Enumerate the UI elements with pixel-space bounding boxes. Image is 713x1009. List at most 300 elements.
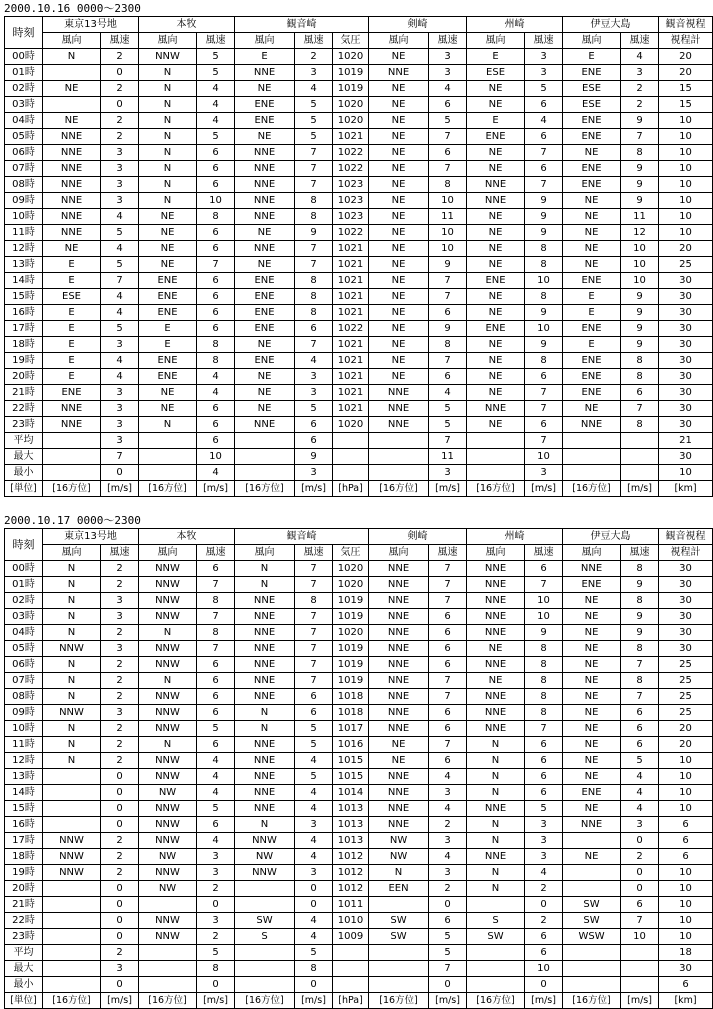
table-cell: 3 (525, 49, 563, 65)
table-cell: 10 (525, 449, 563, 465)
header-field: 風速 (621, 545, 659, 561)
table-cell: 6 (429, 369, 467, 385)
table-cell: NNW (139, 641, 197, 657)
table-row (5, 161, 713, 177)
table-cell: 10 (525, 961, 563, 977)
table-cell (563, 465, 621, 481)
header-field: 風向 (139, 33, 197, 49)
table-cell (235, 977, 295, 993)
table-cell: ENE (235, 353, 295, 369)
table-cell (333, 449, 369, 465)
table-cell: 7 (525, 177, 563, 193)
table-cell: NE (563, 689, 621, 705)
table-cell: 8 (525, 657, 563, 673)
header-row-fields (5, 545, 713, 561)
table-cell: 7 (295, 641, 333, 657)
table-cell: NNE (467, 849, 525, 865)
header-field: 風速 (429, 33, 467, 49)
table-cell: N (43, 593, 101, 609)
unit-cell: [16方位] (467, 993, 525, 1009)
table-cell: 3 (429, 465, 467, 481)
table-cell: 6 (429, 625, 467, 641)
stats-row (5, 961, 713, 977)
table-row (5, 401, 713, 417)
table-cell: 3 (525, 833, 563, 849)
table-cell: 0 (101, 913, 139, 929)
table-cell: 0 (197, 977, 235, 993)
table-cell: N (43, 625, 101, 641)
table-cell: 9 (525, 305, 563, 321)
row-label: 19時 (5, 353, 43, 369)
unit-cell: [km] (659, 993, 713, 1009)
table-row (5, 193, 713, 209)
table-cell: 7 (101, 449, 139, 465)
table-cell: 7 (429, 561, 467, 577)
table-cell: 6 (525, 769, 563, 785)
table-cell: SW (467, 929, 525, 945)
table-cell: 6 (197, 289, 235, 305)
table-cell: NE (563, 753, 621, 769)
row-label: 21時 (5, 385, 43, 401)
table-row (5, 721, 713, 737)
table-cell: NNE (235, 657, 295, 673)
table-row (5, 929, 713, 945)
table-cell: NE (235, 257, 295, 273)
table-cell: NE (139, 401, 197, 417)
table-cell: NNW (139, 49, 197, 65)
table-cell: 1023 (333, 193, 369, 209)
row-label: 23時 (5, 929, 43, 945)
table-cell (43, 977, 101, 993)
table-cell: N (139, 129, 197, 145)
table-cell: 1021 (333, 129, 369, 145)
table-cell: 6 (429, 753, 467, 769)
table-row (5, 561, 713, 577)
table-cell: 8 (295, 193, 333, 209)
row-label: 03時 (5, 609, 43, 625)
table-row (5, 225, 713, 241)
header-station: 剣崎 (369, 529, 467, 545)
row-label: 16時 (5, 817, 43, 833)
table-cell: 3 (101, 145, 139, 161)
table-cell: 5 (429, 945, 467, 961)
table-cell: 8 (197, 353, 235, 369)
table-row (5, 657, 713, 673)
table-cell: 8 (621, 145, 659, 161)
table-cell: 6 (525, 417, 563, 433)
table-row (5, 881, 713, 897)
table-cell: 10 (429, 193, 467, 209)
table-cell: 2 (621, 849, 659, 865)
row-label: 20時 (5, 881, 43, 897)
header-row-stations (5, 17, 713, 33)
table-cell: 1020 (333, 113, 369, 129)
table-row (5, 833, 713, 849)
table-cell: NNE (43, 177, 101, 193)
unit-cell: [m/s] (101, 993, 139, 1009)
header-station: 本牧 (139, 17, 235, 33)
table-cell: 1020 (333, 417, 369, 433)
table-cell: 1023 (333, 209, 369, 225)
table-cell: 10 (659, 145, 713, 161)
unit-cell: [16方位] (43, 481, 101, 497)
header-field: 風速 (295, 33, 333, 49)
table-cell: 4 (101, 209, 139, 225)
table-cell: 7 (525, 721, 563, 737)
table-cell: NNW (139, 929, 197, 945)
table-cell (43, 897, 101, 913)
table-cell (467, 449, 525, 465)
table-cell: 10 (659, 193, 713, 209)
table-cell: NNE (369, 417, 429, 433)
table-cell: 10 (659, 897, 713, 913)
table-body (5, 49, 713, 497)
table-row (5, 625, 713, 641)
table-cell (43, 801, 101, 817)
table-cell: 7 (429, 689, 467, 705)
table-cell: NNE (467, 705, 525, 721)
table-cell: N (467, 737, 525, 753)
table-cell: 7 (429, 161, 467, 177)
table-cell: NNE (235, 161, 295, 177)
table-cell: 8 (429, 337, 467, 353)
table-cell (621, 945, 659, 961)
table-cell: 7 (525, 401, 563, 417)
table-cell: NE (369, 241, 429, 257)
table-cell: 1021 (333, 369, 369, 385)
table-cell: 10 (429, 241, 467, 257)
table-cell: 30 (659, 625, 713, 641)
table-cell: 7 (525, 577, 563, 593)
table-cell: NE (369, 193, 429, 209)
header-field: 風向 (139, 545, 197, 561)
table-cell: 1020 (333, 97, 369, 113)
table-cell: S (235, 929, 295, 945)
table-cell (43, 97, 101, 113)
table-cell: 7 (295, 337, 333, 353)
table-cell: N (139, 113, 197, 129)
table-cell (139, 465, 197, 481)
table-cell: EEN (369, 881, 429, 897)
block-caption: 2000.10.17 0000～2300 (4, 514, 141, 527)
table-cell: NE (467, 209, 525, 225)
table-cell: 7 (429, 961, 467, 977)
table-cell: 6 (197, 689, 235, 705)
table-cell: 8 (429, 177, 467, 193)
table-cell: 6 (525, 753, 563, 769)
table-cell: 10 (659, 881, 713, 897)
unit-cell: [m/s] (197, 993, 235, 1009)
table-cell: 10 (525, 593, 563, 609)
table-cell: 11 (429, 449, 467, 465)
table-cell: NE (369, 177, 429, 193)
table-cell: N (139, 145, 197, 161)
table-cell: NE (467, 81, 525, 97)
table-cell: 6 (197, 561, 235, 577)
table-cell: 8 (525, 289, 563, 305)
table-cell: 8 (621, 593, 659, 609)
table-cell: 6 (429, 97, 467, 113)
table-cell: 10 (659, 177, 713, 193)
table-cell: 4 (429, 801, 467, 817)
row-label: 最小 (5, 465, 43, 481)
table-cell: 8 (621, 561, 659, 577)
table-cell: NNE (43, 145, 101, 161)
table-cell: N (139, 673, 197, 689)
header-field: 風向 (563, 33, 621, 49)
table-cell: NNW (139, 689, 197, 705)
table-cell: NNE (369, 609, 429, 625)
table-cell: E (43, 353, 101, 369)
table-cell: S (467, 913, 525, 929)
table-cell: 8 (621, 673, 659, 689)
header-field: 気圧 (333, 33, 369, 49)
table-cell: 1013 (333, 833, 369, 849)
table-cell: 7 (101, 273, 139, 289)
table-cell: 8 (295, 305, 333, 321)
table-cell: 9 (621, 337, 659, 353)
table-cell: N (235, 705, 295, 721)
table-cell: 6 (525, 929, 563, 945)
table-cell: N (43, 609, 101, 625)
table-cell: 0 (197, 897, 235, 913)
table-cell: 4 (101, 305, 139, 321)
table-cell: NE (563, 801, 621, 817)
table-cell: NNW (235, 833, 295, 849)
table-cell: 2 (101, 833, 139, 849)
table-cell (235, 961, 295, 977)
table-cell: 8 (525, 257, 563, 273)
table-cell: 4 (197, 833, 235, 849)
table-cell: 1020 (333, 49, 369, 65)
table-cell: 9 (525, 193, 563, 209)
table-cell: NE (563, 625, 621, 641)
table-cell: 3 (101, 161, 139, 177)
table-cell: 2 (101, 849, 139, 865)
table-cell: NE (369, 97, 429, 113)
table-cell: 2 (621, 97, 659, 113)
table-cell: 3 (525, 849, 563, 865)
table-row (5, 177, 713, 193)
table-cell: NE (467, 241, 525, 257)
table-cell: 6 (621, 721, 659, 737)
table-cell: NNE (563, 417, 621, 433)
table-cell: 7 (621, 401, 659, 417)
table-cell: 15 (659, 97, 713, 113)
table-cell: 6 (525, 129, 563, 145)
table-cell: NE (563, 593, 621, 609)
table-cell: 1021 (333, 401, 369, 417)
table-row (5, 321, 713, 337)
table-cell (621, 449, 659, 465)
row-label: 00時 (5, 561, 43, 577)
table-cell (235, 433, 295, 449)
table-cell: NE (369, 289, 429, 305)
table-cell: 1019 (333, 657, 369, 673)
table-cell: ENE (139, 273, 197, 289)
table-cell: SW (369, 929, 429, 945)
table-cell: 6 (621, 737, 659, 753)
table-cell (467, 465, 525, 481)
table-cell: 6 (621, 385, 659, 401)
table-cell (563, 449, 621, 465)
table-cell: NNE (467, 561, 525, 577)
table-cell: 4 (429, 849, 467, 865)
table-cell: NNE (235, 65, 295, 81)
table-cell: 3 (101, 705, 139, 721)
header-row-stations (5, 529, 713, 545)
table-cell: NNE (235, 769, 295, 785)
table-cell: NE (467, 385, 525, 401)
table-cell: 3 (429, 865, 467, 881)
table-cell (563, 881, 621, 897)
table-cell: 8 (197, 593, 235, 609)
table-cell: ENE (139, 369, 197, 385)
table-cell: N (43, 561, 101, 577)
table-cell: 21 (659, 433, 713, 449)
table-cell: 1019 (333, 641, 369, 657)
table-cell: 10 (659, 913, 713, 929)
table-cell: NE (563, 657, 621, 673)
table-cell: NE (563, 769, 621, 785)
table-cell (467, 961, 525, 977)
table-row (5, 353, 713, 369)
table-cell (467, 977, 525, 993)
table-cell: 5 (429, 113, 467, 129)
header-field: 風速 (197, 545, 235, 561)
table-cell: NW (139, 881, 197, 897)
table-cell: 6 (197, 817, 235, 833)
table-cell: 2 (621, 81, 659, 97)
unit-cell: [m/s] (429, 993, 467, 1009)
table-cell: N (467, 865, 525, 881)
table-cell: E (43, 257, 101, 273)
table-cell (43, 945, 101, 961)
table-cell (467, 897, 525, 913)
table-cell: 3 (101, 433, 139, 449)
table-cell: 7 (295, 577, 333, 593)
table-cell: 0 (101, 929, 139, 945)
table-cell: N (235, 817, 295, 833)
table-cell: 1022 (333, 321, 369, 337)
table-cell: 6 (197, 673, 235, 689)
row-label: 03時 (5, 97, 43, 113)
table-cell: 6 (429, 145, 467, 161)
table-row (5, 897, 713, 913)
table-cell: 6 (429, 657, 467, 673)
table-cell: NNE (563, 817, 621, 833)
table-cell: NNW (139, 913, 197, 929)
table-cell: 4 (101, 369, 139, 385)
header-station: 本牧 (139, 529, 235, 545)
table-cell: NNW (43, 865, 101, 881)
table-cell (369, 433, 429, 449)
table-cell: NE (43, 241, 101, 257)
stats-row (5, 945, 713, 961)
table-cell: NE (369, 161, 429, 177)
table-cell: NNE (369, 577, 429, 593)
table-cell: 3 (429, 49, 467, 65)
table-cell: NNE (235, 177, 295, 193)
table-cell: 7 (429, 289, 467, 305)
table-cell: NE (467, 289, 525, 305)
table-cell: ENE (235, 273, 295, 289)
table-row (5, 609, 713, 625)
table-cell: NE (563, 641, 621, 657)
table-cell: 9 (525, 625, 563, 641)
table-cell: NNE (369, 817, 429, 833)
table-cell: N (139, 417, 197, 433)
header-field: 視程計 (659, 33, 713, 49)
table-cell: 7 (295, 161, 333, 177)
table-cell: NNE (467, 193, 525, 209)
table-cell (369, 465, 429, 481)
row-label: 00時 (5, 49, 43, 65)
table-cell: N (467, 769, 525, 785)
table-cell: 5 (295, 401, 333, 417)
table-cell: 30 (659, 305, 713, 321)
table-cell: 8 (525, 641, 563, 657)
table-cell: NE (369, 737, 429, 753)
table-cell: ENE (235, 289, 295, 305)
table-cell: NE (369, 225, 429, 241)
table-cell: NNE (467, 593, 525, 609)
table-cell: 8 (621, 369, 659, 385)
row-label: 19時 (5, 865, 43, 881)
table-cell: NNW (139, 801, 197, 817)
table-cell: 4 (295, 801, 333, 817)
table-cell: 5 (429, 417, 467, 433)
table-cell: 3 (101, 385, 139, 401)
table-cell (563, 865, 621, 881)
table-cell: 7 (429, 577, 467, 593)
table-cell (235, 897, 295, 913)
table-cell: 2 (101, 673, 139, 689)
table-cell: 1016 (333, 737, 369, 753)
table-cell: 3 (295, 465, 333, 481)
table-cell: 15 (659, 81, 713, 97)
table-cell: 10 (525, 321, 563, 337)
table-cell: NNE (369, 801, 429, 817)
table-cell: NE (369, 209, 429, 225)
unit-cell: [m/s] (295, 481, 333, 497)
table-cell: 2 (197, 929, 235, 945)
table-row (5, 289, 713, 305)
table-cell: 1020 (333, 577, 369, 593)
table-cell: 25 (659, 257, 713, 273)
table-row (5, 305, 713, 321)
header-field: 風向 (43, 33, 101, 49)
table-cell: 4 (295, 913, 333, 929)
table-cell: 6 (429, 721, 467, 737)
row-label: 07時 (5, 673, 43, 689)
table-cell: 3 (621, 817, 659, 833)
table-cell: 6 (197, 737, 235, 753)
row-label: 最大 (5, 961, 43, 977)
table-cell: 0 (525, 897, 563, 913)
table-cell: NE (369, 49, 429, 65)
row-label: 11時 (5, 737, 43, 753)
table-row (5, 65, 713, 81)
table-cell: 4 (197, 465, 235, 481)
table-cell: 0 (295, 977, 333, 993)
table-cell: NE (563, 209, 621, 225)
header-field: 風速 (525, 545, 563, 561)
table-cell: 6 (525, 369, 563, 385)
row-label: 最大 (5, 449, 43, 465)
table-cell: ESE (563, 81, 621, 97)
table-cell: N (43, 689, 101, 705)
